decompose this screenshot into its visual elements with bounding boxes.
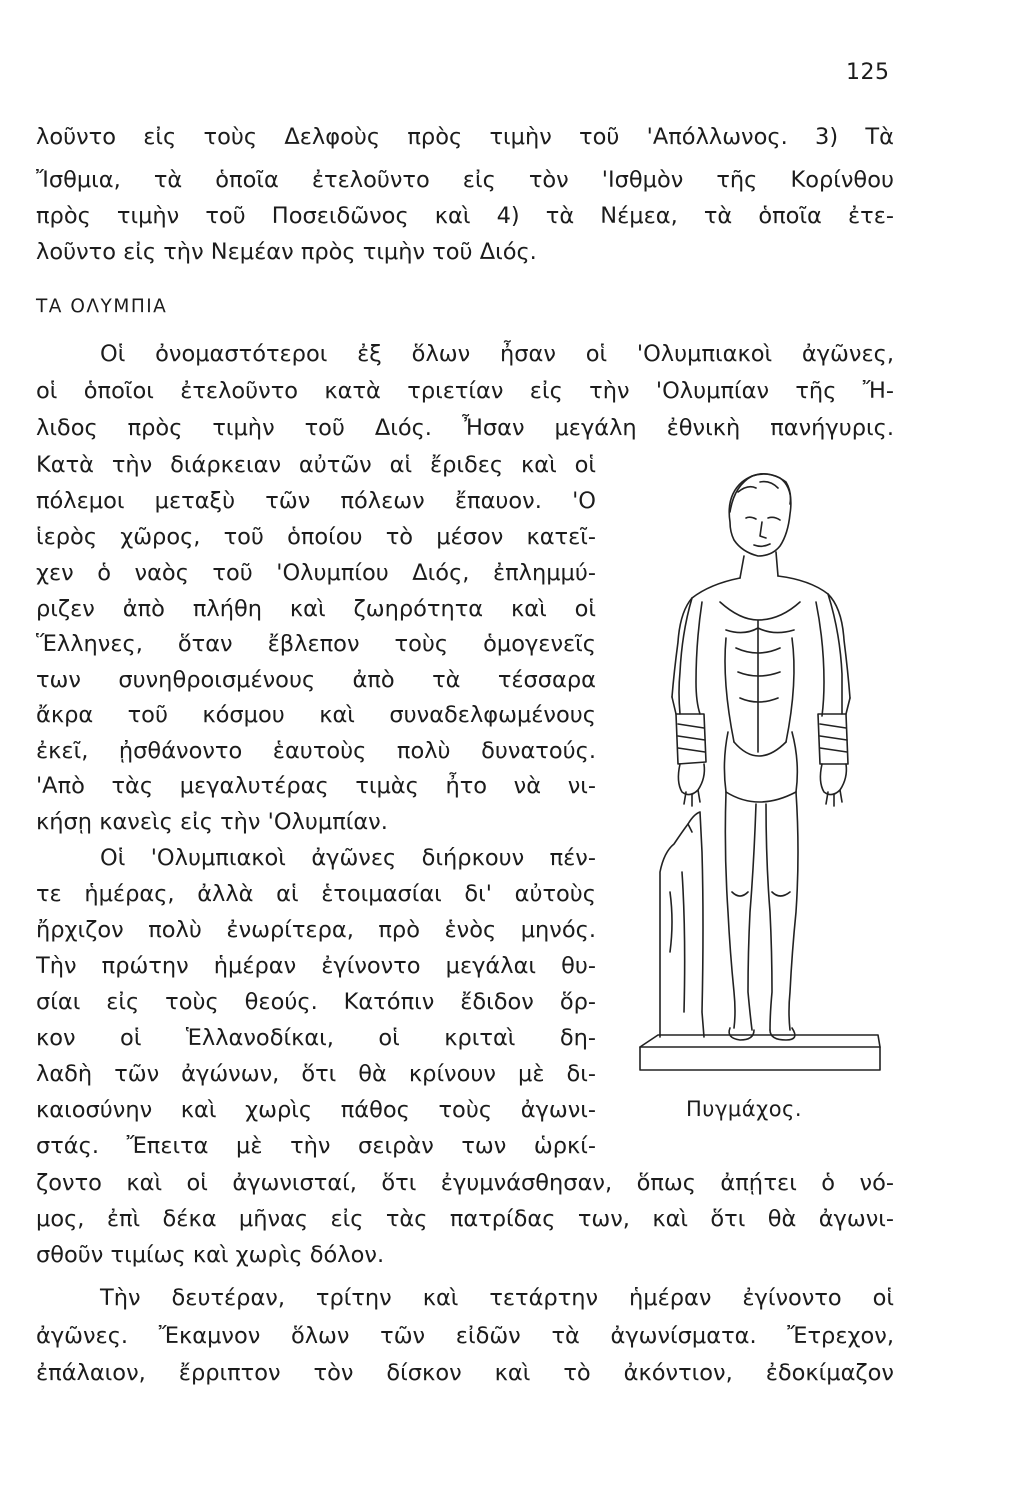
text-line: Οἱ 'Ολυμπιακοὶ ἀγῶνες διήρκουν πέν- — [100, 845, 596, 871]
text-line: ἐπάλαιον, ἔρριπτον τὸν δίσκον καὶ τὸ ἀκόντιον, ἐδοκίμαζον — [36, 1360, 894, 1386]
boxer-statue-illustration — [630, 452, 900, 1088]
text-line: μος, ἐπὶ δέκα μῆνας εἰς τὰς πατρίδας των, καὶ ὅτι θὰ ἀγωνι- — [36, 1206, 894, 1232]
text-line: οἱ ὁποῖοι ἐτελοῦντο κατὰ τριετίαν εἰς τὴν 'Ολυμπίαν τῆς Ἤ- — [36, 378, 894, 404]
text-line: σθοῦν τιμίως καὶ χωρὶς δόλον. — [36, 1242, 385, 1268]
section-heading: ΤΑ ΟΛΥΜΠΙΑ — [36, 296, 168, 317]
page-number: 125 — [846, 60, 890, 85]
text-line: κον οἱ Ἑλλανοδίκαι, οἱ κριταὶ δη- — [36, 1025, 596, 1051]
text-line: ἄκρα τοῦ κόσμου καὶ συναδελφωμένους — [36, 702, 596, 728]
text-line: κήσῃ κανεὶς εἰς τὴν 'Ολυμπίαν. — [36, 809, 388, 835]
text-line: Τὴν δευτέραν, τρίτην καὶ τετάρτην ἡμέραν ἐγίνοντο οἱ — [100, 1285, 894, 1311]
text-line: ἐκεῖ, ᾐσθάνοντο ἑαυτοὺς πολὺ δυνατούς. — [36, 738, 596, 764]
text-line: σίαι εἰς τοὺς θεούς. Κατόπιν ἔδιδον ὅρ- — [36, 989, 596, 1015]
text-line: των συνηθροισμένους ἀπὸ τὰ τέσσαρα — [36, 667, 596, 693]
text-line: πόλεμοι μεταξὺ τῶν πόλεων ἔπαυον. 'Ο — [36, 488, 596, 514]
text-line: τε ἡμέρας, ἀλλὰ αἱ ἑτοιμασίαι δι' αὐτοὺς — [36, 881, 596, 907]
text-line: ζοντο καὶ οἱ ἀγωνισταί, ὅτι ἐγυμνάσθησαν, ὅπως ἀπῄτει ὁ νό- — [36, 1170, 894, 1196]
text-line: Οἱ ὀνομαστότεροι ἐξ ὅλων ἦσαν οἱ 'Ολυμπιακοὶ ἀγῶνες, — [100, 341, 894, 367]
text-line: ριζεν ἀπὸ πλήθη καὶ ζωηρότητα καὶ οἱ — [36, 596, 596, 622]
text-line: χεν ὁ ναὸς τοῦ 'Ολυμπίου Διός, ἐπλημμύ- — [36, 560, 596, 586]
text-line: καιοσύνην καὶ χωρὶς πάθος τοὺς ἀγωνι- — [36, 1097, 596, 1123]
text-line: λοῦντο εἰς τὴν Νεμέαν πρὸς τιμὴν τοῦ Διός. — [36, 239, 537, 265]
text-line: ἱερὸς χῶρος, τοῦ ὁποίου τὸ μέσον κατεῖ- — [36, 524, 596, 550]
text-line: Κατὰ τὴν διάρκειαν αὐτῶν αἱ ἔριδες καὶ οἱ — [36, 452, 596, 478]
text-line: Ἴσθμια, τὰ ὁποῖα ἐτελοῦντο εἰς τὸν 'Ισθμὸν τῆς Κορίνθου — [36, 167, 894, 193]
figure-caption: Πυγμάχος. — [686, 1097, 803, 1121]
text-line: ἀγῶνες. Ἔκαμνον ὅλων τῶν εἰδῶν τὰ ἀγωνίσματα. Ἔτρεχον, — [36, 1323, 894, 1349]
text-line: λαδὴ τῶν ἀγώνων, ὅτι θὰ κρίνουν μὲ δι- — [36, 1061, 596, 1087]
text-line: λιδος πρὸς τιμὴν τοῦ Διός. Ἦσαν μεγάλη ἐθνικὴ πανήγυρις. — [36, 415, 894, 441]
text-line: 'Απὸ τὰς μεγαλυτέρας τιμὰς ἦτο νὰ νι- — [36, 773, 596, 799]
text-line: λοῦντο εἰς τοὺς Δελφοὺς πρὸς τιμὴν τοῦ 'Απόλλωνος. 3) Τὰ — [36, 124, 894, 150]
text-line: στάς. Ἔπειτα μὲ τὴν σειρὰν των ὡρκί- — [36, 1133, 596, 1159]
text-line: Τὴν πρώτην ἡμέραν ἐγίνοντο μεγάλαι θυ- — [36, 953, 596, 979]
text-line: ἤρχιζον πολὺ ἐνωρίτερα, πρὸ ἑνὸς μηνός. — [36, 917, 596, 943]
text-line: Ἕλληνες, ὅταν ἔβλεπον τοὺς ὁμογενεῖς — [36, 631, 596, 657]
text-line: πρὸς τιμὴν τοῦ Ποσειδῶνος καὶ 4) τὰ Νέμεα, τὰ ὁποῖα ἐτε- — [36, 203, 894, 229]
